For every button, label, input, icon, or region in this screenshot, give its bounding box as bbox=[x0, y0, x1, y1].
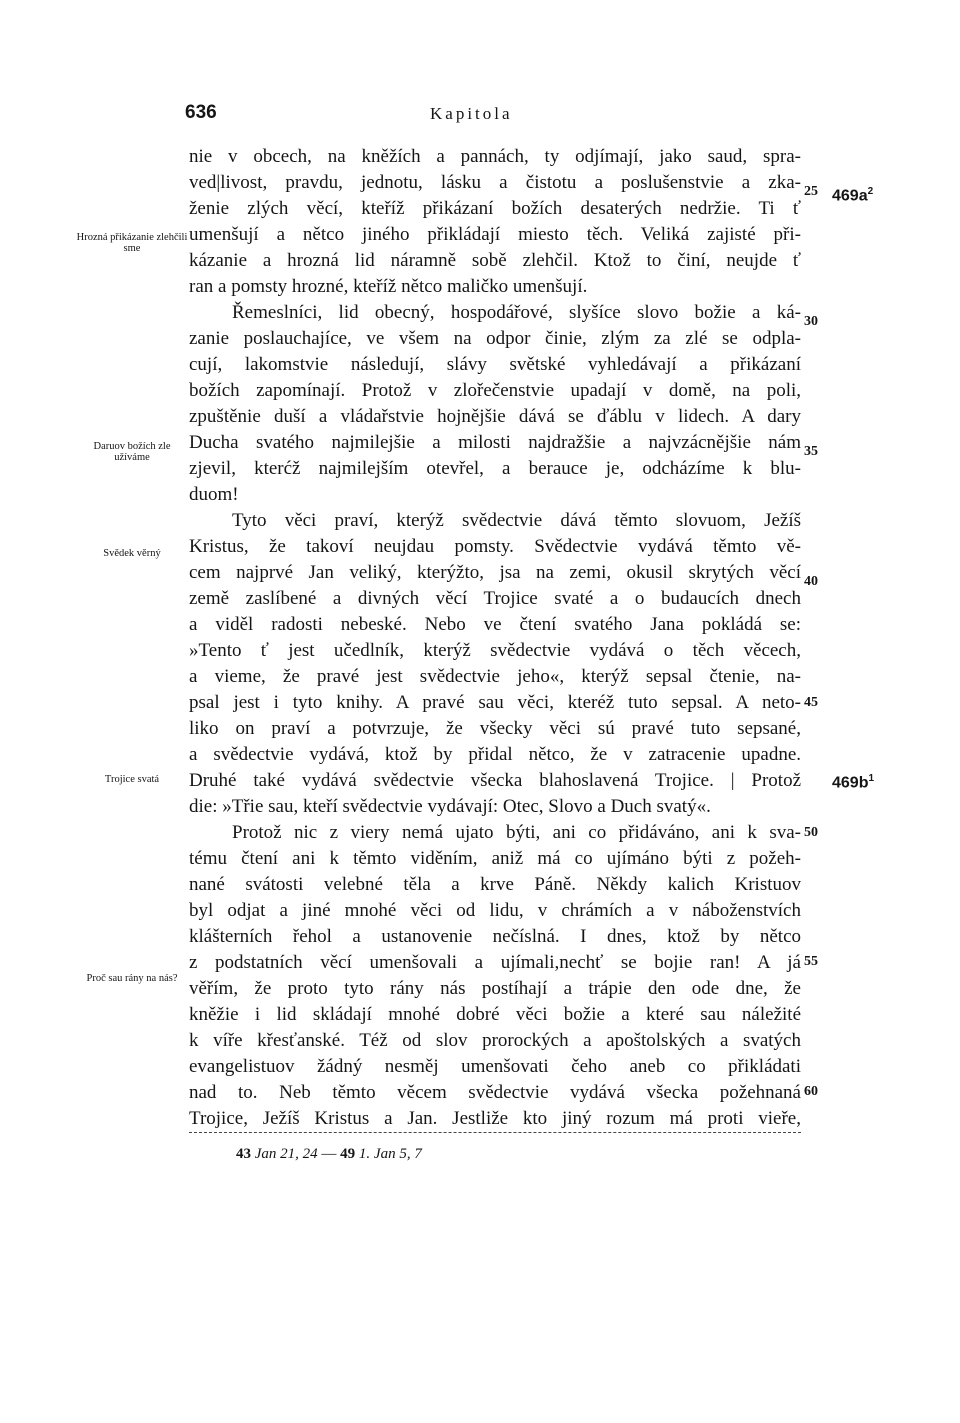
text-line-content: Řemeslníci, lid obecný, hospodářové, slyšíce slovo božie a ká- bbox=[232, 302, 801, 323]
text-line bbox=[189, 456, 801, 482]
text-line-content: k víře křesťanské. Též od slov prorockých a apoštolských a svatých bbox=[189, 1030, 801, 1051]
text-line-content: Protož nic z viery nemá ujato býti, ani co přidáváno, ani k sva- bbox=[232, 822, 801, 843]
text-line bbox=[189, 976, 801, 1002]
footnote-number: 43 bbox=[236, 1146, 251, 1162]
margin-note: Proč sau rány na nás? bbox=[86, 973, 178, 984]
text-line bbox=[189, 508, 801, 534]
text-line-content: ved|livost, pravdu, jednotu, lásku a čistotu a poslušenstvie a zka- bbox=[189, 172, 801, 193]
text-line-content: země zaslíbené a divných věcí Trojice svaté a o budaucích dnech bbox=[189, 588, 801, 609]
text-line bbox=[189, 768, 801, 794]
line-number: 55 bbox=[804, 954, 818, 969]
text-line bbox=[189, 482, 801, 508]
text-line bbox=[189, 144, 801, 170]
text-line bbox=[189, 794, 801, 820]
text-line bbox=[189, 222, 801, 248]
text-line bbox=[189, 300, 801, 326]
text-line bbox=[189, 170, 801, 196]
text-line-content: božích zapomínají. Protož v zlořečenstvie upadají v domě, na poli, bbox=[189, 380, 801, 401]
text-line-content: »Tento ť jest učedlník, kterýž svědectvie vydává o těch věcech, bbox=[189, 640, 801, 661]
text-line bbox=[189, 950, 801, 976]
text-line bbox=[189, 664, 801, 690]
text-line bbox=[189, 352, 801, 378]
text-line bbox=[189, 820, 801, 846]
line-number: 30 bbox=[804, 314, 818, 329]
footnote-number: 49 bbox=[340, 1146, 356, 1162]
text-line-content: evangelistuov žádný nesměj umenšovati čeho aneb co přikládati bbox=[189, 1056, 801, 1077]
text-line-content: věřím, že proto tyto rány nás postíhají a trápie den ode dne, že bbox=[189, 978, 801, 999]
text-line-content: Trojice, Ježíš Kristus a Jan. Jestliže kto jiný rozum má proti vieře, bbox=[189, 1108, 801, 1129]
text-line bbox=[189, 196, 801, 222]
line-number: 40 bbox=[804, 574, 818, 589]
text-line-content: byl odjat a jiné mnohé věci od lidu, v chrámích a v náboženstvích bbox=[189, 900, 801, 921]
text-line bbox=[189, 1028, 801, 1054]
page-number: 636 bbox=[185, 102, 217, 123]
text-line-content: cují, lakomstvie následují, slávy světské vyhledávají a přikázaní bbox=[189, 354, 801, 375]
text-line-content: Tyto věci praví, kterýž svědectvie dává těmto slovuom, Ježíš bbox=[232, 510, 801, 531]
text-line bbox=[189, 690, 801, 716]
line-number: 60 bbox=[804, 1084, 818, 1099]
text-line bbox=[189, 404, 801, 430]
page-reference bbox=[832, 766, 874, 796]
text-line bbox=[189, 872, 801, 898]
text-line-content: umenšují a nětco jiného přikládají miesto těch. Veliká zajisté při- bbox=[189, 224, 801, 245]
text-line-content: duom! bbox=[189, 484, 239, 505]
text-line bbox=[189, 1080, 801, 1106]
text-line-content: Ducha svatého najmilejšie a milosti najdražšie a najvzácnějšie nám bbox=[189, 432, 801, 453]
text-line-content: cem najprvé Jan veliký, kterýžto, jsa na zemi, okusil skrytých věcí bbox=[189, 562, 801, 583]
text-line-content: klášterních řehol a ustanovenie nečíslná. I dnes, ktož by nětco bbox=[189, 926, 801, 947]
text-line bbox=[189, 638, 801, 664]
text-line-content: ženie zlých věcí, kteříž přikázaní božích desaterých nedržie. Ti ť bbox=[189, 198, 801, 219]
text-line bbox=[189, 716, 801, 742]
text-line bbox=[189, 924, 801, 950]
line-number: 50 bbox=[804, 825, 818, 840]
margin-note: Hrozná přikázanie zlehčili sme bbox=[76, 232, 188, 254]
text-line-content: nie v obcech, na kněžích a pannách, ty odjímají, jako saud, spra- bbox=[189, 146, 801, 167]
text-line-content: a svědectvie vydává, ktož by přidal nětco, že v zatracenie upadne. bbox=[189, 744, 801, 765]
text-line bbox=[189, 274, 801, 300]
text-line-content: a vieme, že pravé jest svědectvie jeho«, kterýž sepsal čtenie, na- bbox=[189, 666, 801, 687]
page-reference-sup: 1 bbox=[868, 773, 875, 784]
text-line bbox=[189, 898, 801, 924]
text-line bbox=[189, 586, 801, 612]
text-line-content: zjevil, kterćž najmilejším otevřel, a berauce je, odcházíme k blu- bbox=[189, 458, 801, 479]
text-line bbox=[189, 1106, 801, 1132]
text-line bbox=[189, 378, 801, 404]
text-line bbox=[189, 326, 801, 352]
text-line bbox=[189, 612, 801, 638]
text-line-content: a viděl radosti nebeské. Nebo ve čtení svatého Jana pokládá se: bbox=[189, 614, 801, 635]
footnote-dash: — bbox=[321, 1146, 337, 1162]
text-line bbox=[189, 534, 801, 560]
page-reference bbox=[832, 179, 873, 209]
footnote bbox=[236, 1146, 422, 1163]
running-head: Kapitola bbox=[430, 104, 513, 123]
text-line-content: z podstatních věcí umenšovali a ujímali,nechť se bojie ran! A já bbox=[189, 952, 801, 973]
line-number: 25 bbox=[804, 184, 818, 199]
text-line-content: psal jest i tyto knihy. A pravé sau věci, kteréž tuto sepsal. A neto- bbox=[189, 692, 801, 713]
text-line-content: zanie poslauchajíce, ve všem na odpor činie, zlým za zlé se odpla- bbox=[189, 328, 801, 349]
text-line-content: kázanie a hrozná lid náramně sobě zlehčil. Ktož to činí, neujde ť bbox=[189, 250, 801, 271]
footnote-reference: 1. Jan 5, 7 bbox=[358, 1146, 422, 1162]
text-line-content: kněžie i lid skládají mnohé dobré věci božie a které sau náležité bbox=[189, 1004, 801, 1025]
text-line-content: zpuštěnie duší a vládařstvie hojnějšie dává se ďáblu v lidech. A dary bbox=[189, 406, 801, 427]
page-reference-base: 469b bbox=[832, 774, 869, 792]
text-line bbox=[189, 248, 801, 274]
text-line-content: die: »Třie sau, kteří svědectvie vydávají: Otec, Slovo a Duch svatý«. bbox=[189, 796, 711, 817]
text-line bbox=[189, 846, 801, 872]
text-line bbox=[189, 430, 801, 456]
text-line bbox=[189, 1054, 801, 1080]
text-line-content: liko on praví a potvrzuje, že všecky věci sú pravé tuto sepsané, bbox=[189, 718, 801, 739]
page-reference-sup: 2 bbox=[867, 186, 874, 197]
text-line-content: nané svátosti velebné těla a krve Páně. Někdy kalich Kristuov bbox=[189, 874, 801, 895]
margin-note: Svědek věrný bbox=[103, 548, 161, 559]
footnote-reference: Jan 21, 24 bbox=[254, 1146, 318, 1162]
text-line-content: Druhé také vydává svědectvie všecka blahoslavená Trojice. | Protož bbox=[189, 770, 801, 791]
line-number: 45 bbox=[804, 695, 818, 710]
text-line-content: nad to. Neb těmto věcem svědectvie vydává všecka požehnaná bbox=[189, 1082, 801, 1103]
margin-note: Trojice svatá bbox=[104, 774, 160, 785]
footnote-rule bbox=[189, 1132, 801, 1133]
text-line bbox=[189, 742, 801, 768]
page-reference-base: 469a bbox=[832, 187, 868, 205]
text-line bbox=[189, 560, 801, 586]
line-number: 35 bbox=[804, 444, 818, 459]
margin-note: Daruov božích zle užíváme bbox=[93, 441, 171, 463]
text-line-content: tému čtení ani k těmto viděním, aniž má co ujímáno býti z požeh- bbox=[189, 848, 801, 869]
text-line-content: Kristus, že takoví neujdau pomsty. Svědectvie vydává těmto vě- bbox=[189, 536, 801, 557]
text-line-content: ran a pomsty hrozné, kteříž nětco maličko umenšují. bbox=[189, 276, 588, 297]
text-line bbox=[189, 1002, 801, 1028]
